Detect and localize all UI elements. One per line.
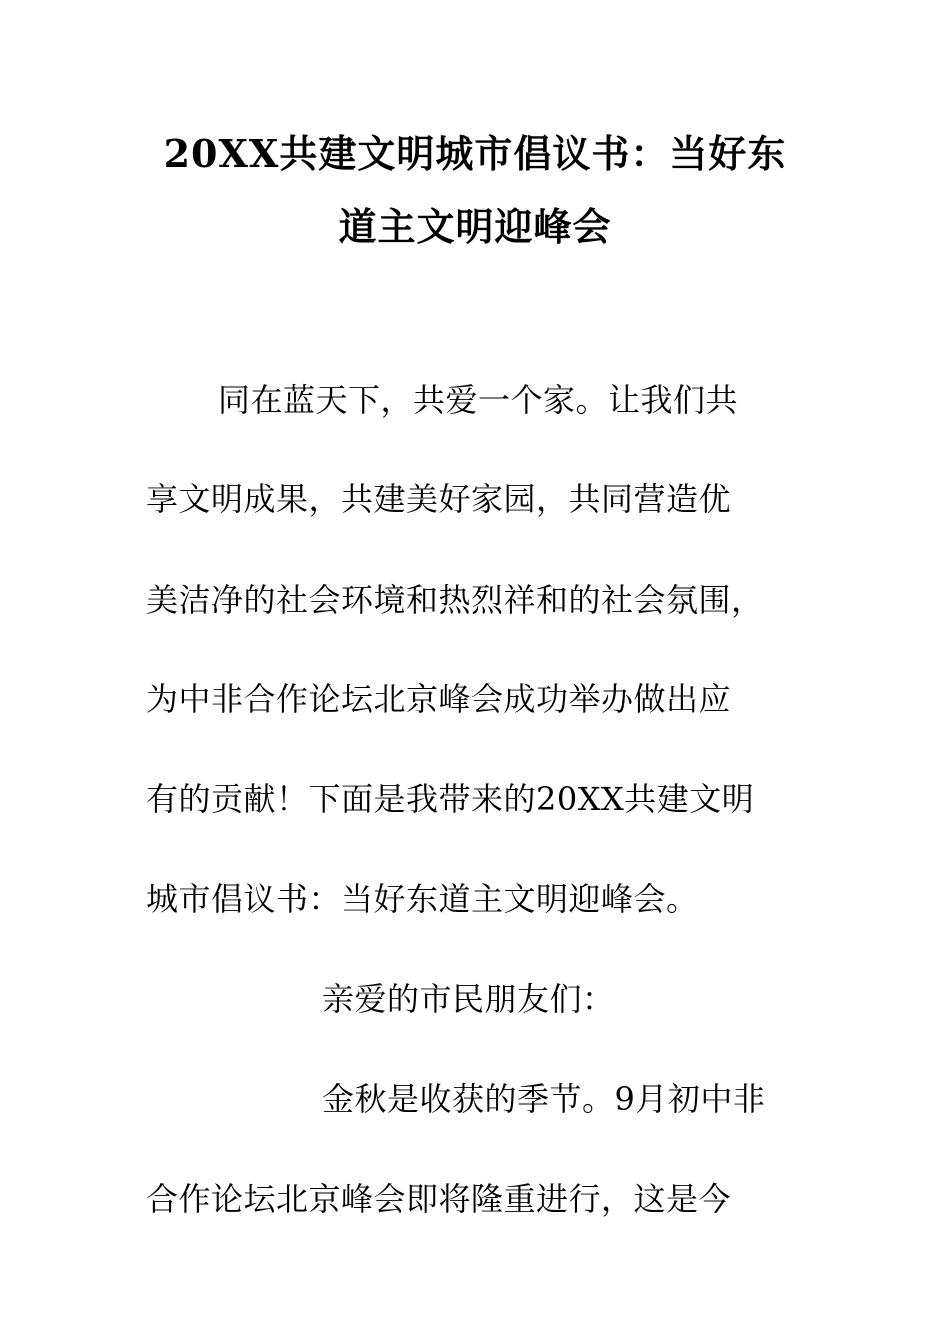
document-title-line-1: 20XX共建文明城市倡议书：当好东 — [163, 131, 787, 176]
paragraph-1-line-6: 城市倡议书：当好东道主文明迎峰会。 — [146, 880, 699, 918]
paragraph-1-line-3: 美洁净的社会环境和热烈祥和的社会氛围， — [146, 581, 764, 619]
paragraph-2-line-1: 金秋是收获的季节。9月初中非 — [322, 1080, 766, 1118]
document-title-line-2: 道主文明迎峰会 — [338, 204, 612, 249]
paragraph-1-line-1: 同在蓝天下，共爱一个家。让我们共 — [218, 381, 739, 419]
paragraph-1-line-2: 享文明成果，共建美好家园，共同营造优 — [146, 480, 732, 518]
paragraph-1-line-5: 有的贡献！下面是我带来的20XX共建文明 — [146, 780, 755, 818]
salutation: 亲爱的市民朋友们： — [322, 980, 615, 1018]
paragraph-2-line-2: 合作论坛北京峰会即将隆重进行，这是今 — [146, 1180, 732, 1218]
paragraph-1-line-4: 为中非合作论坛北京峰会成功举办做出应 — [146, 680, 732, 718]
